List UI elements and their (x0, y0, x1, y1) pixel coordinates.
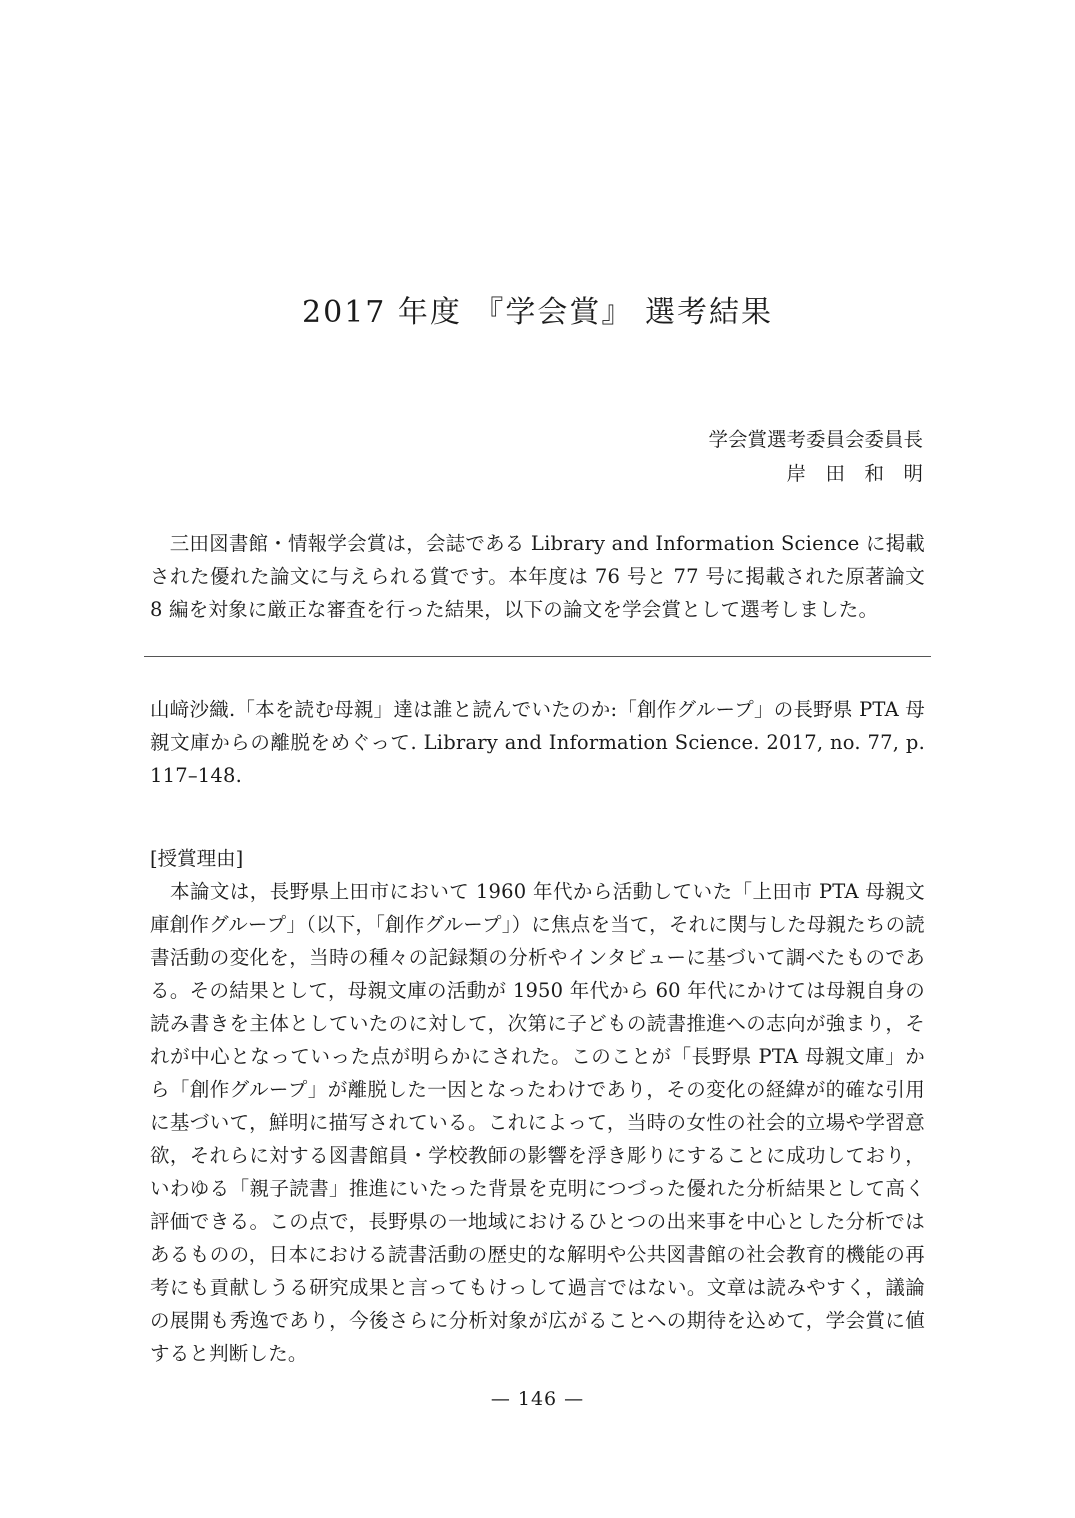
awarded-paper-citation: 山﨑沙織.「本を読む母親」達は誰と読んでいたのか:「創作グループ」の長野県 PTA 母親文庫からの離脱をめぐって. Library and Information Science. 2017, no. 77, p. 117–148. (150, 698, 925, 787)
award-reason-heading: [授賞理由] (150, 847, 244, 870)
intro-paragraph: 三田図書館・情報学会賞は，会誌である Library and Information Science に掲載された優れた論文に与えられる賞です。本年度は 76 号と 77 号に掲載された原著論文 8 編を対象に厳正な審査を行った結果，以下の論文を学会賞として選考しました。 (150, 532, 925, 621)
page-number: — 146 — (490, 1388, 585, 1410)
byline-role: 学会賞選考委員会委員長 (708, 428, 923, 451)
page-title: 2017 年度 『学会賞』 選考結果 (302, 295, 773, 330)
award-reason-body: 本論文は，長野県上田市において 1960 年代から活動していた「上田市 PTA 母親文庫創作グループ」（以下，「創作グループ」）に焦点を当て，それに関与した母親たちの読書活動の変化を，当時の種々の記録類の分析やインタビューに基づいて調べたものである。その結果として，母親文庫の活動が 1950 年代から 60 年代にかけては母親自身の読み書きを主体としていたのに対して，次第に子どもの読書推進への志向が強まり，それが中心となっていった点が明らかにされた。このことが「長野県 PTA 母親文庫」から「創作グループ」が離脱した一因となったわけであり，その変化の経緯が的確な引用に基づいて，鮮明に描写されている。これによって，当時の女性の社会的立場や学習意欲，それらに対する図書館員・学校教師の影響を浮き彫りにすることに成功しており，いわゆる「親子読書」推進にいたった背景を克明につづった優れた分析結果として高く評価できる。この点で，長野県の一地域におけるひとつの出来事を中心とした分析ではあるものの，日本における読書活動の歴史的な解明や公共図書館の社会教育的機能の再考にも貢献しうる研究成果と言ってもけっして過言ではない。文章は読みやすく，議論の展開も秀逸であり，今後さらに分析対象が広がることへの期待を込めて，学会賞に値すると判断した。 (150, 880, 925, 1365)
section-divider (144, 656, 931, 657)
byline-name: 岸 田 和 明 (786, 462, 923, 485)
byline (150, 423, 925, 491)
